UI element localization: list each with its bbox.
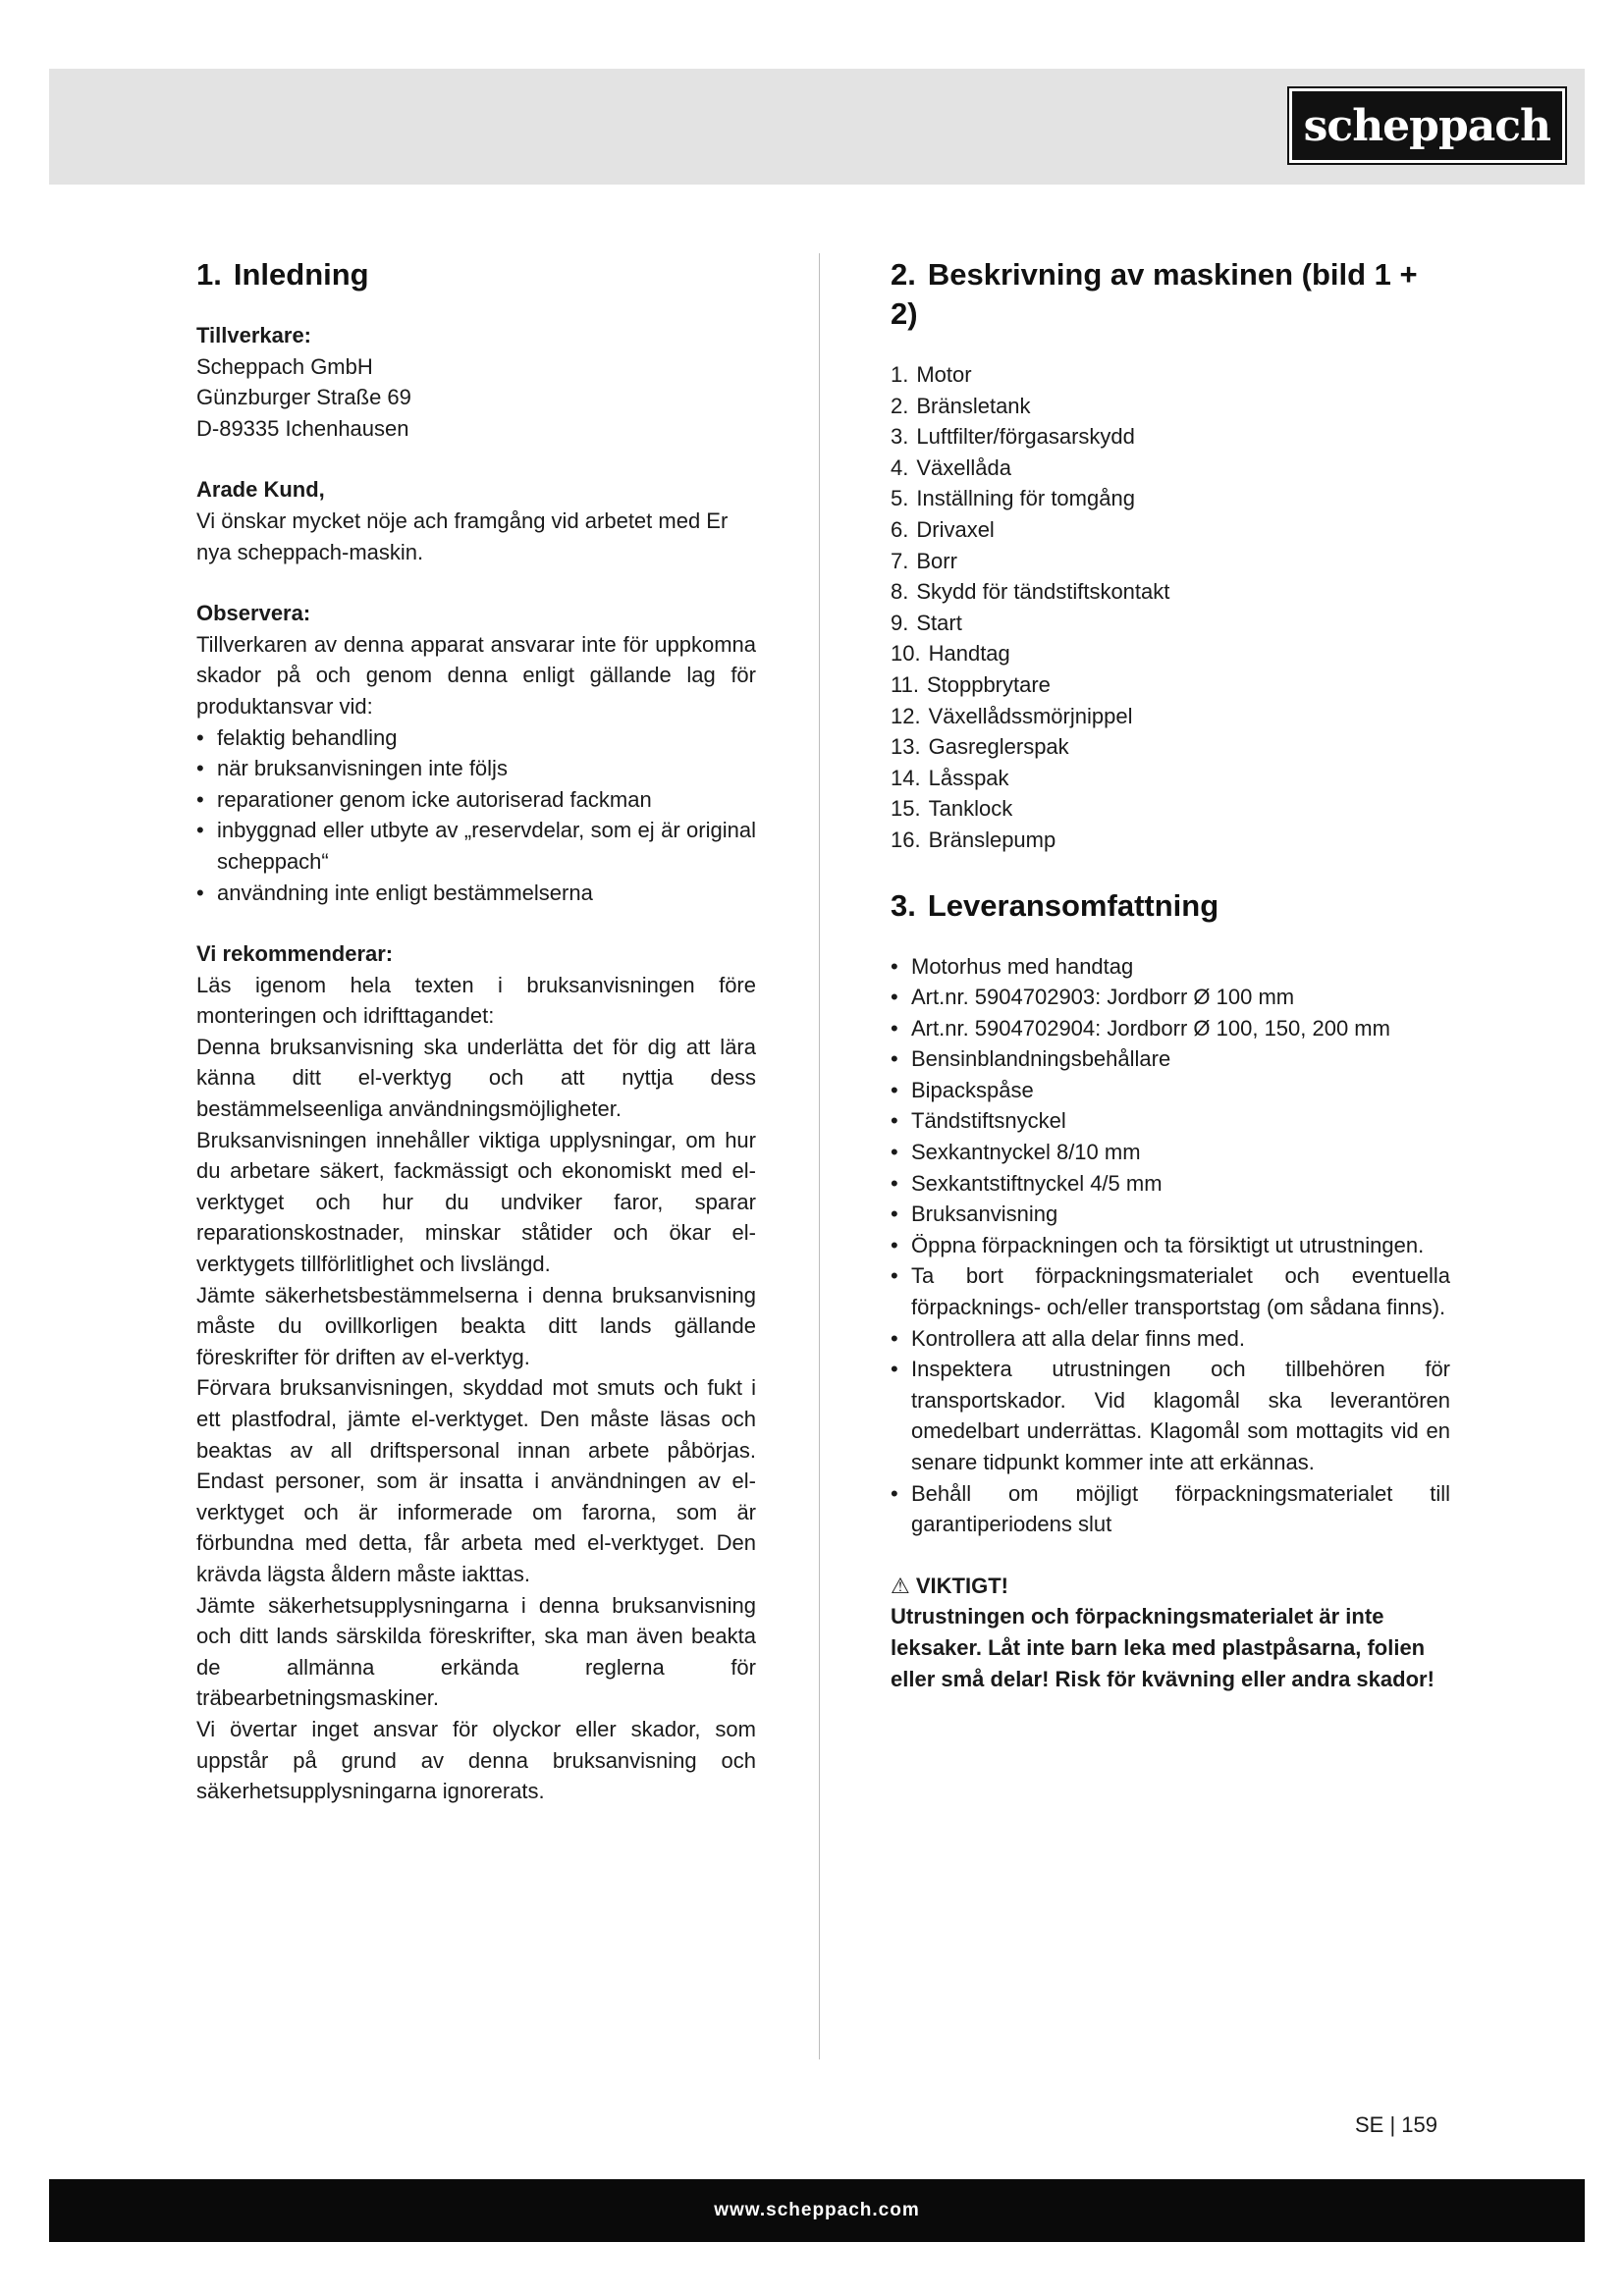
list-item: • Kontrollera att alla delar finns med. [891, 1323, 1450, 1355]
section-title-scope: 3. Leveransomfattning [891, 887, 1219, 923]
list-item: 13. Gasreglerspak [891, 734, 1069, 760]
greeting-block [196, 474, 756, 567]
left-column [196, 255, 756, 1838]
recommend-paragraph: Jämte säkerhetsupplysningarna i denna bruksanvisning och ditt lands särskilda föreskrifter, ska man även beakta de allmänna erkända reglerna för träbearbetningsmaskiner. [196, 1592, 756, 1711]
list-item: • felaktig behandling [196, 722, 756, 754]
notice-list [196, 722, 756, 909]
list-item: • Sexkantnyckel 8/10 mm [891, 1137, 1450, 1168]
manufacturer-line: Scheppach GmbH [196, 353, 373, 379]
unpack-steps-list [891, 1230, 1450, 1540]
list-item: • Bensinblandningsbehållare [891, 1043, 1450, 1075]
greeting-text: Vi önskar mycket nöje ach framgång vid arbetet med Er nya scheppach-maskin. [196, 507, 729, 564]
list-item: 7. Borr [891, 548, 957, 573]
list-item: 16. Bränslepump [891, 827, 1056, 852]
list-item: • Sexkantstiftnyckel 4/5 mm [891, 1168, 1450, 1200]
list-item: • användning inte enligt bestämmelserna [196, 878, 756, 909]
manufacturer-line: D-89335 Ichenhausen [196, 415, 409, 441]
recommend-paragraph: Förvara bruksanvisningen, skyddad mot smuts och fukt i ett plastfodral, jämte el-verktyget. Den måste läsas och beaktas av all driftspersonal innan arbete påbörjas. Endast personer, som är insatta i användningen av el-verktyget och är informerade om farorna, som är förbundna med detta, får arbeta med el-verktyget. Den krävda lägsta åldern måste iakttas. [196, 1375, 756, 1586]
list-item: • Bruksanvisning [891, 1199, 1450, 1230]
warning-heading: ⚠ VIKTIGT! [891, 1573, 1008, 1598]
list-item: 15. Tanklock [891, 796, 1013, 822]
list-item: • när bruksanvisningen inte följs [196, 753, 756, 784]
list-item: • Inspektera utrustningen och tillbehören för transportskador. Vid klagomål ska leverantören omedelbart underrättas. Klagomål som mottagits vid en senare tidpunkt kommer inte att erkännas. [891, 1354, 1450, 1477]
section-title-intro: 1. Inledning [196, 257, 369, 292]
list-item: 1. Motor [891, 362, 972, 387]
page-number: SE | 159 [1355, 2112, 1437, 2137]
list-item: 10. Handtag [891, 641, 1010, 667]
list-item: 11. Stoppbrytare [891, 671, 1051, 697]
list-item: 9. Start [891, 610, 962, 635]
list-item: • Öppna förpackningen och ta försiktigt ut utrustningen. [891, 1230, 1450, 1261]
brand-logo: scheppach [1289, 88, 1565, 163]
list-item: • Behåll om möjligt förpackningsmaterialet till garantiperiodens slut [891, 1478, 1450, 1540]
footer-url: www.scheppach.com [714, 2200, 920, 2220]
list-item: 12. Växellådssmörjnippel [891, 703, 1133, 728]
list-item: 8. Skydd för tändstiftskontakt [891, 579, 1170, 605]
list-item: 5. Inställning för tomgång [891, 486, 1135, 511]
recommend-paragraph: Läs igenom hela texten i bruksanvisningen före monteringen och idrifttagandet: [196, 972, 756, 1029]
recommend-paragraph: Denna bruksanvisning ska underlätta det för dig att lära känna ditt el-verktyg och att nyttja dess bestämmelseenliga användningsmöjligheter. [196, 1034, 756, 1122]
recommend-block [196, 938, 756, 1807]
greeting-heading: Arade Kund, [196, 477, 325, 503]
column-divider [819, 253, 820, 2059]
list-item: • Art.nr. 5904702904: Jordborr Ø 100, 150, 200 mm [891, 1013, 1450, 1044]
parts-list [891, 359, 1450, 856]
list-item: 14. Låsspak [891, 765, 1009, 790]
list-item: 4. Växellåda [891, 454, 1011, 480]
scope-list [891, 951, 1450, 1230]
recommend-paragraph: Vi övertar inget ansvar för olyckor eller skador, som uppstår på grund av denna bruksanvisning och säkerhetsupplysningarna ignorerats. [196, 1716, 756, 1804]
list-item: 6. Drivaxel [891, 516, 995, 542]
warning-triangle-icon: ⚠ [891, 1573, 910, 1598]
notice-block [196, 598, 756, 908]
warning-text: Utrustningen och förpackningsmaterialet är inte leksaker. Låt inte barn leka med plastpåsarna, folien eller små delar! Risk för kvävning eller andra skador! [891, 1604, 1435, 1691]
list-item: • Art.nr. 5904702903: Jordborr Ø 100 mm [891, 982, 1450, 1013]
recommend-paragraph: Bruksanvisningen innehåller viktiga upplysningar, om hur du arbetare säkert, fackmässigt och ekonomiskt med el-verktyget och hur du undviker faror, sparar reparationskostnader, minskar ståtider och ökar el-verktygets tillförlitlighet och livslängd. [196, 1127, 756, 1277]
list-item: 2. Bränsletank [891, 393, 1031, 418]
recommend-paragraph: Jämte säkerhetsbestämmelserna i denna bruksanvisning måste du ovillkorligen beakta ditt lands gällande föreskrifter för driften av el-verktyg. [196, 1282, 756, 1369]
footer-band [49, 2179, 1585, 2242]
right-column [891, 255, 1450, 1694]
list-item: • Ta bort förpackningsmaterialet och eventuella förpacknings- och/eller transportstag (om sådana finns). [891, 1260, 1450, 1322]
list-item: • Bipackspåse [891, 1075, 1450, 1106]
list-item: • Tändstiftsnyckel [891, 1105, 1450, 1137]
notice-heading: Observera: [196, 601, 311, 626]
manufacturer-block [196, 320, 756, 444]
list-item: 3. Luftfilter/förgasarskydd [891, 424, 1135, 450]
section-title-description: 2. Beskrivning av maskinen (bild 1 + 2) [891, 257, 1418, 331]
header-band [49, 69, 1585, 185]
list-item: • Motorhus med handtag [891, 951, 1450, 983]
list-item: • inbyggnad eller utbyte av „reservdelar, som ej är original scheppach“ [196, 815, 756, 877]
notice-text: Tillverkaren av denna apparat ansvarar inte för uppkomna skador på och genom denna enligt gällande lag för produktansvar vid: [196, 631, 756, 719]
manufacturer-line: Günzburger Straße 69 [196, 385, 411, 410]
manufacturer-heading: Tillverkare: [196, 323, 312, 347]
list-item: • reparationer genom icke autoriserad fackman [196, 784, 756, 816]
recommend-heading: Vi rekommenderar: [196, 941, 394, 967]
